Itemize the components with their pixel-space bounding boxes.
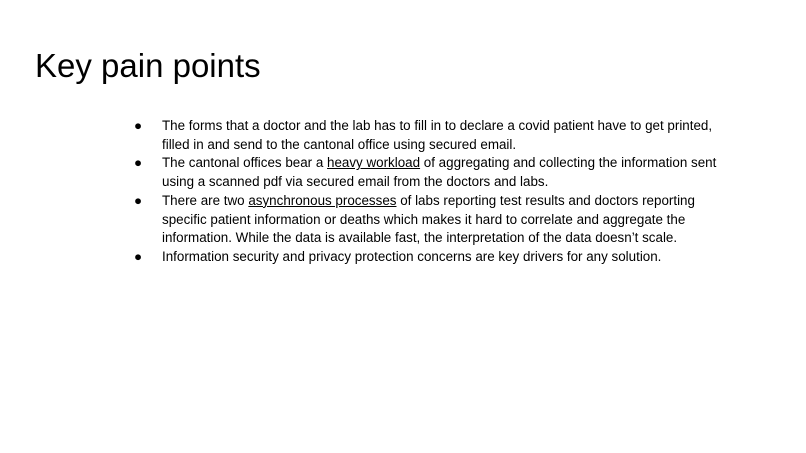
bullet-icon: ● (134, 192, 143, 208)
bullet-text-end: of labs reporting test results and doctors reporting specific patient information or deaths which makes it hard to correlate and aggregate the information. While the data is available fast, the interpretation of the data doesn’t scale. (162, 192, 695, 246)
slide-title: Key pain points (35, 47, 261, 84)
bullet-text-start: There are two (162, 192, 249, 208)
bullet-item-security (134, 248, 734, 267)
bullet-icon: ● (134, 155, 143, 171)
bullet-text-end: of aggregating and collecting the information sent using a scanned pdf via secured email from the doctors and labs. (162, 155, 717, 190)
bullet-item-forms (134, 117, 734, 154)
bullet-text: Information security and privacy protection concerns are key drivers for any solution. (162, 248, 662, 264)
bullet-icon: ● (134, 248, 143, 264)
bullet-text-start: The cantonal offices bear a (162, 155, 328, 171)
underlined-term-asynchronous-processes: asynchronous processes (248, 192, 397, 208)
bullet-item-workload (134, 154, 734, 191)
bullet-item-async (134, 192, 734, 248)
bullet-icon: ● (134, 118, 143, 133)
bullet-text: The forms that a doctor and the lab has to fill in to declare a covid patient have to get printed, filled in and send to the cantonal office using secured email. (162, 118, 713, 152)
bullet-list (134, 117, 734, 267)
underlined-term-heavy-workload: heavy workload (327, 155, 421, 171)
